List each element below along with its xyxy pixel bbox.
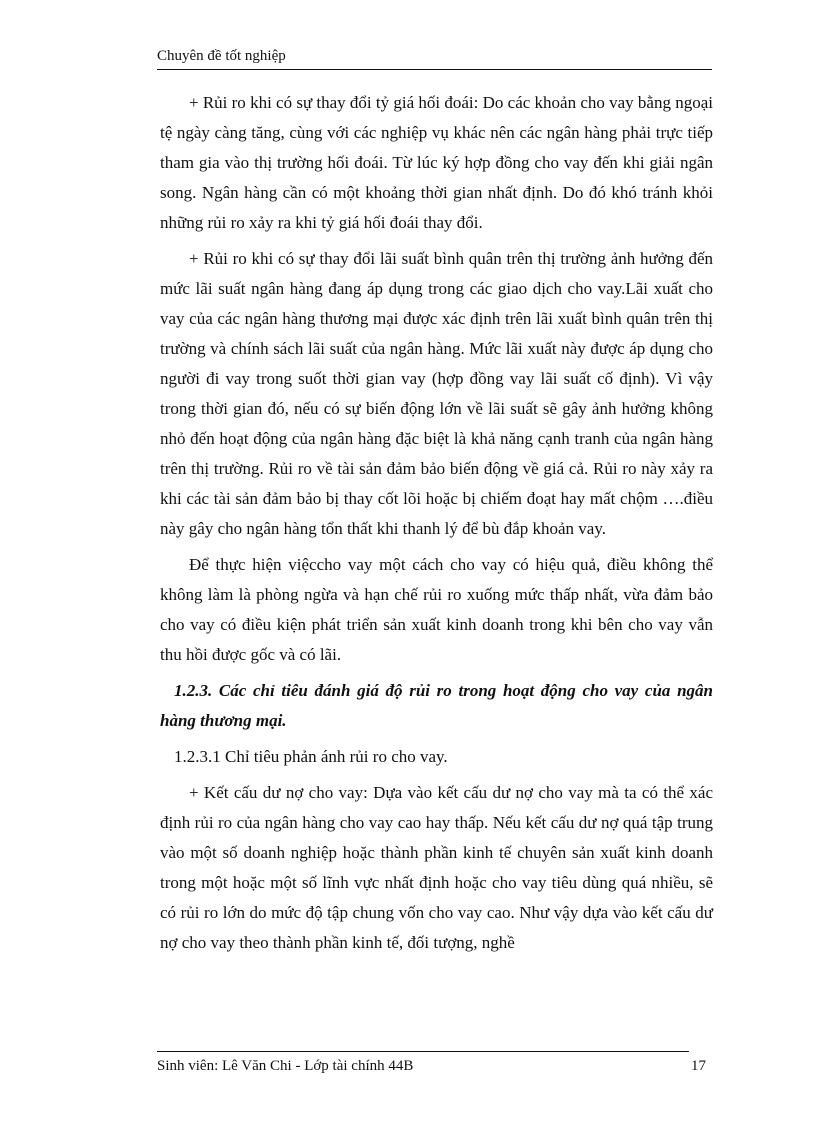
paragraph-interest-rate-risk: + Rủi ro khi có sự thay đổi lãi suất bình quân trên thị trường ảnh hưởng đến mức lãi suất ngân hàng đang áp dụng trong các giao dịch cho vay.Lãi xuất cho vay của các ngân hàng thương mại được xác định trên lãi xuất bình quân trên thị trường và chính sách lãi suất của ngân hàng. Mức lãi xuất này được áp dụng cho người đi vay trong suốt thời gian vay (hợp đồng vay lãi suất cố định). Vì vậy trong thời gian đó, nếu có sự biến động lớn về lãi suất sẽ gây ảnh hưởng không nhỏ đến hoạt động của ngân hàng đặc biệt là khả năng cạnh tranh của ngân hàng trên thị trường. Rủi ro về tài sản đảm bảo biến động về giá cả. Rủi ro này xảy ra khi các tài sản đảm bảo bị thay cốt lõi hoặc bị chiếm đoạt hay mất chộm ….điều này gây cho ngân hàng tổn thất khi thanh lý để bù đắp khoản vay.: [160, 249, 713, 538]
subsection-heading: 1.2.3.1 Chỉ tiêu phản ánh rủi ro cho vay.: [174, 747, 448, 766]
header-title: Chuyên đề tốt nghiệp: [157, 48, 286, 64]
paragraph-risk-prevention: Để thực hiện việccho vay một cách cho vay có hiệu quả, điều không thể không làm là phòng ngừa và hạn chế rủi ro xuống mức thấp nhất, vừa đảm bảo cho vay có điều kiện phát triển sản xuất kinh doanh trong khi bên cho vay vẫn thu hồi được gốc và có lãi.: [160, 555, 713, 664]
header-rule: [157, 69, 712, 70]
page-number: 17: [691, 1058, 706, 1074]
paragraph-loan-structure: + Kết cấu dư nợ cho vay: Dựa vào kết cấu dư nợ cho vay mà ta có thể xác định rủi ro của ngân hàng cho vay cao hay thấp. Nếu kết cấu dư nợ quá tập trung vào một số doanh nghiệp hoặc thành phần kinh tế chuyên sản xuất kinh doanh trong một hoặc một số lĩnh vực nhất định hoặc cho vay tiêu dùng quá nhiều, sẽ có rủi ro lớn do mức độ tập chung vốn cho vay cao. Như vậy dựa vào kết cấu dư nợ cho vay theo thành phần kinh tế, đối tượng, nghề: [160, 783, 713, 952]
section-heading: 1.2.3. Các chỉ tiêu đánh giá độ rủi ro trong hoạt động cho vay của ngân hàng thương mại.: [160, 681, 713, 730]
paragraph-exchange-rate-risk: + Rủi ro khi có sự thay đổi tỷ giá hối đoái: Do các khoản cho vay bằng ngoại tệ ngày càng tăng, cùng với các nghiệp vụ khác nên các ngân hàng phải trực tiếp tham gia vào thị trường hối đoái. Từ lúc ký hợp đồng cho vay đến khi giải ngân song. Ngân hàng cần có một khoảng thời gian nhất định. Do đó khó tránh khỏi những rủi ro xảy ra khi tỷ giá hối đoái thay đổi.: [160, 93, 713, 232]
page-footer: [157, 1051, 712, 1077]
document-body: [160, 88, 713, 964]
footer-author: Sinh viên: Lê Văn Chi - Lớp tài chính 44B: [157, 1058, 414, 1074]
page-header: [157, 46, 712, 70]
